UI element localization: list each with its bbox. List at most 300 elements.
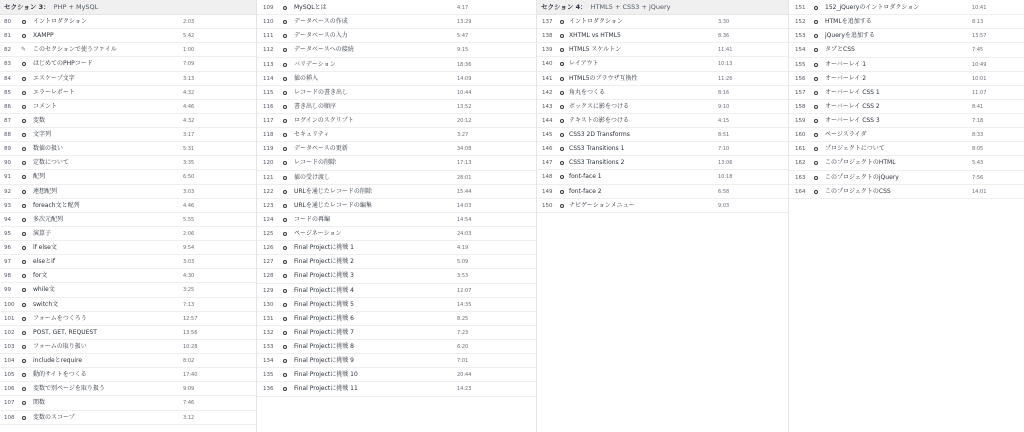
lecture-title: セキュリティ xyxy=(294,131,330,139)
lecture-duration: 18:36 xyxy=(457,61,472,68)
lecture-number: 84 xyxy=(4,75,11,82)
lecture-duration: 3:03 xyxy=(183,188,195,195)
lecture-row[interactable] xyxy=(0,185,256,199)
lecture-row[interactable] xyxy=(257,213,536,227)
lecture-duration: 3:27 xyxy=(457,132,469,139)
lecture-row[interactable] xyxy=(537,29,788,43)
lecture-title: URLを通じたレコードの編集 xyxy=(294,201,372,209)
lecture-duration: 13:06 xyxy=(718,160,733,167)
lecture-duration: 7:45 xyxy=(972,47,984,54)
lecture-row[interactable] xyxy=(789,72,1024,86)
lecture-number: 131 xyxy=(263,315,274,322)
play-circle-icon xyxy=(560,133,564,137)
lecture-title: ページネーション xyxy=(294,230,342,237)
lecture-row[interactable] xyxy=(0,142,256,156)
lecture-duration: 5:42 xyxy=(183,33,195,40)
play-circle-icon xyxy=(814,133,818,137)
lecture-title: 配列 xyxy=(33,173,46,181)
play-circle-icon xyxy=(22,345,26,349)
lecture-duration: 17:13 xyxy=(457,160,472,167)
lecture-duration: 13:57 xyxy=(972,33,987,40)
lecture-duration: 12:57 xyxy=(183,315,198,322)
curriculum-column-4 xyxy=(789,0,1024,432)
lecture-duration: 5:43 xyxy=(972,160,984,167)
lecture-number: 104 xyxy=(4,358,15,364)
lecture-number: 91 xyxy=(4,174,11,181)
play-circle-icon xyxy=(283,6,287,10)
lecture-row[interactable] xyxy=(257,58,536,72)
lecture-title: エラーレポート xyxy=(33,88,75,96)
lecture-row[interactable] xyxy=(789,58,1024,72)
lecture-row[interactable] xyxy=(0,170,256,184)
lecture-number: 97 xyxy=(4,259,11,266)
lecture-row[interactable] xyxy=(0,382,256,396)
lecture-title: オーバーレイ CSS 1 xyxy=(825,88,880,96)
lecture-row[interactable] xyxy=(0,298,256,312)
lecture-row[interactable] xyxy=(0,241,256,255)
lecture-row[interactable] xyxy=(0,29,256,43)
lecture-duration: 11:26 xyxy=(718,75,733,82)
lecture-duration: 5:31 xyxy=(183,146,195,153)
play-circle-icon xyxy=(22,387,26,391)
lecture-duration: 28:01 xyxy=(457,174,472,181)
play-circle-icon xyxy=(560,175,564,179)
play-circle-icon xyxy=(560,77,564,81)
lecture-number: 160 xyxy=(795,132,806,139)
lecture-number: 163 xyxy=(795,174,806,181)
play-circle-icon xyxy=(283,63,287,67)
lecture-number: 85 xyxy=(4,89,11,96)
lecture-row[interactable] xyxy=(257,29,536,43)
lecture-duration: 7:23 xyxy=(457,329,469,336)
lecture-number: 122 xyxy=(263,188,274,195)
lecture-row[interactable] xyxy=(789,142,1024,156)
lecture-duration: 10:18 xyxy=(718,174,733,181)
lecture-title: このプロジェクトのCSS xyxy=(825,187,891,195)
lecture-title: データベースへの接続 xyxy=(294,46,354,54)
lecture-number: 100 xyxy=(4,301,15,308)
lecture-number: 89 xyxy=(4,146,11,153)
lecture-row[interactable] xyxy=(0,396,256,410)
play-circle-icon xyxy=(22,260,26,264)
lecture-number: 151 xyxy=(795,5,806,11)
lecture-row[interactable] xyxy=(537,72,788,86)
lecture-row[interactable] xyxy=(537,199,788,213)
lecture-duration: 3:25 xyxy=(183,287,195,294)
play-circle-icon xyxy=(283,373,287,377)
lecture-duration: 14:35 xyxy=(457,301,472,308)
lecture-duration: 3:30 xyxy=(718,19,730,25)
play-circle-icon xyxy=(283,176,287,180)
lecture-number: 154 xyxy=(795,47,806,54)
lecture-title: Final Projectに挑戦 4 xyxy=(294,286,354,294)
lecture-number: 153 xyxy=(795,33,806,40)
lecture-number: 106 xyxy=(4,386,15,393)
lecture-title: 動的サイトをつくる xyxy=(33,371,87,379)
lecture-row[interactable] xyxy=(0,114,256,128)
lecture-row[interactable] xyxy=(257,86,536,100)
lecture-row[interactable] xyxy=(257,185,536,199)
play-circle-icon xyxy=(22,133,26,137)
lecture-row[interactable] xyxy=(257,1,536,15)
lecture-row[interactable] xyxy=(257,199,536,213)
play-circle-icon xyxy=(560,20,564,24)
lecture-number: 120 xyxy=(263,160,274,167)
lecture-row[interactable] xyxy=(0,199,256,213)
lecture-title: ページスライダ xyxy=(825,131,867,139)
lecture-row[interactable] xyxy=(537,43,788,57)
lecture-row[interactable] xyxy=(257,128,536,142)
lecture-row[interactable] xyxy=(537,156,788,170)
lecture-title: font-face 1 xyxy=(569,173,602,181)
section-header[interactable] xyxy=(0,0,256,15)
lecture-number: 111 xyxy=(263,33,274,40)
lecture-row[interactable] xyxy=(257,114,536,128)
play-circle-icon xyxy=(22,401,26,405)
lecture-duration: 2:03 xyxy=(183,19,195,25)
lecture-duration: 10:44 xyxy=(457,89,472,96)
lecture-row[interactable] xyxy=(537,170,788,184)
lecture-number: 137 xyxy=(542,19,553,25)
lecture-number: 116 xyxy=(263,103,274,110)
lecture-title: switch文 xyxy=(33,300,59,308)
play-circle-icon xyxy=(283,331,287,335)
lecture-title: このプロジェクトのHTML xyxy=(825,159,896,167)
lecture-row[interactable] xyxy=(0,128,256,142)
lecture-duration: 8:33 xyxy=(972,132,984,139)
lecture-title: 演算子 xyxy=(33,229,52,237)
lecture-title: includeとrequire xyxy=(33,357,83,364)
lecture-number: 128 xyxy=(263,273,274,280)
play-circle-icon xyxy=(22,62,26,66)
lecture-row[interactable] xyxy=(0,368,256,382)
lecture-row[interactable] xyxy=(257,43,536,57)
lecture-title: Final Projectに挑戦 2 xyxy=(294,258,354,266)
lecture-number: 110 xyxy=(263,19,274,26)
play-circle-icon xyxy=(283,105,287,109)
lecture-duration: 4:17 xyxy=(457,5,469,11)
play-circle-icon xyxy=(22,232,26,236)
lecture-title: font-face 2 xyxy=(569,187,602,195)
lecture-number: 127 xyxy=(263,259,274,266)
lecture-row[interactable] xyxy=(0,326,256,340)
lecture-row[interactable] xyxy=(0,227,256,241)
lecture-number: 141 xyxy=(542,75,553,82)
lecture-title: while文 xyxy=(33,286,55,294)
lecture-row[interactable] xyxy=(0,100,256,114)
lecture-duration: 13:52 xyxy=(457,103,472,110)
lecture-row[interactable] xyxy=(537,128,788,142)
lecture-duration: 4:32 xyxy=(183,89,195,96)
lecture-title: タブとCSS xyxy=(825,46,855,54)
lecture-row[interactable] xyxy=(257,15,536,29)
play-circle-icon xyxy=(283,119,287,123)
play-circle-icon xyxy=(560,190,564,194)
lecture-number: 86 xyxy=(4,103,11,110)
lecture-duration: 20:44 xyxy=(457,372,472,379)
lecture-title: プロジェクトについて xyxy=(825,145,885,153)
play-circle-icon xyxy=(283,91,287,95)
lecture-row[interactable] xyxy=(0,340,256,354)
lecture-number: 114 xyxy=(263,75,274,82)
lecture-number: 133 xyxy=(263,344,274,350)
lecture-title: データベースの入力 xyxy=(294,32,348,40)
lecture-duration: 9:03 xyxy=(718,202,730,209)
lecture-title: レコードの書き出し xyxy=(294,88,349,96)
lecture-row[interactable] xyxy=(257,368,536,382)
lecture-duration: 9:54 xyxy=(183,245,195,251)
lecture-title: レコードの削除 xyxy=(294,159,337,167)
lecture-title: Final Projectに挑戦 5 xyxy=(294,300,354,308)
lecture-title: HTML5 スケルトン xyxy=(569,46,622,54)
play-circle-icon xyxy=(814,105,818,109)
play-circle-icon xyxy=(814,147,818,151)
lecture-title: オーバーレイ 1 xyxy=(825,60,867,68)
lecture-number: 149 xyxy=(542,188,553,195)
lecture-title: はじめてのPHPコード xyxy=(33,60,93,68)
play-circle-icon xyxy=(560,91,564,95)
lecture-row[interactable] xyxy=(537,15,788,29)
lecture-row[interactable] xyxy=(0,15,256,29)
lecture-duration: 7:13 xyxy=(183,301,195,308)
lecture-row[interactable] xyxy=(789,86,1024,100)
lecture-row[interactable] xyxy=(257,354,536,368)
lecture-row[interactable] xyxy=(0,43,256,57)
lecture-title: データベースの作成 xyxy=(294,18,348,26)
lecture-row[interactable] xyxy=(257,312,536,326)
lecture-number: 119 xyxy=(263,146,274,153)
lecture-row[interactable] xyxy=(257,269,536,283)
lecture-row[interactable] xyxy=(257,326,536,340)
lecture-title: レイアウト xyxy=(569,60,599,68)
lecture-row[interactable] xyxy=(789,114,1024,128)
play-circle-icon xyxy=(283,161,287,165)
lecture-title: エスケープ文字 xyxy=(33,74,75,82)
play-circle-icon xyxy=(283,387,287,391)
lecture-duration: 3:12 xyxy=(183,414,195,421)
lecture-row[interactable] xyxy=(789,1,1024,15)
lecture-duration: 12:07 xyxy=(457,287,472,294)
lecture-number: 82 xyxy=(4,47,11,54)
lecture-row[interactable] xyxy=(0,255,256,269)
lecture-title: foreach文と配列 xyxy=(33,201,80,209)
lecture-row[interactable] xyxy=(0,269,256,283)
play-circle-icon xyxy=(283,48,287,52)
lecture-row[interactable] xyxy=(257,255,536,269)
lecture-row[interactable] xyxy=(257,227,536,241)
play-circle-icon xyxy=(22,147,26,151)
lecture-duration: 7:18 xyxy=(972,118,984,124)
play-circle-icon xyxy=(814,176,818,180)
play-circle-icon xyxy=(22,77,26,81)
lecture-title: HTMLを追加する xyxy=(825,18,872,26)
lecture-number: 124 xyxy=(263,216,274,223)
lecture-number: 132 xyxy=(263,329,274,336)
play-circle-icon xyxy=(283,204,287,208)
lecture-duration: 10:01 xyxy=(972,75,987,82)
lecture-row[interactable] xyxy=(789,29,1024,43)
lecture-row[interactable] xyxy=(789,128,1024,142)
lecture-number: 121 xyxy=(263,174,274,181)
play-circle-icon xyxy=(22,303,26,307)
play-circle-icon xyxy=(22,246,26,250)
lecture-row[interactable] xyxy=(257,340,536,354)
lecture-number: 108 xyxy=(4,414,15,421)
lecture-number: 138 xyxy=(542,33,553,40)
play-circle-icon xyxy=(814,119,818,123)
lecture-number: 145 xyxy=(542,132,553,138)
lecture-number: 98 xyxy=(4,273,11,280)
lecture-duration: 10:28 xyxy=(183,343,198,350)
lecture-duration: 15:44 xyxy=(457,188,472,195)
lecture-row[interactable] xyxy=(257,298,536,312)
lecture-duration: 14:01 xyxy=(972,188,987,195)
lecture-number: 118 xyxy=(263,132,274,139)
lecture-number: 139 xyxy=(542,47,553,54)
play-circle-icon xyxy=(814,6,818,10)
lecture-row[interactable] xyxy=(0,411,256,425)
section-header[interactable] xyxy=(537,0,788,15)
lecture-row[interactable] xyxy=(789,156,1024,170)
lecture-row[interactable] xyxy=(0,213,256,227)
lecture-title: 値の受け渡し xyxy=(294,173,331,181)
play-circle-icon xyxy=(560,105,564,109)
lecture-number: 113 xyxy=(263,61,274,68)
lecture-row[interactable] xyxy=(0,86,256,100)
lecture-row[interactable] xyxy=(537,57,788,71)
lecture-row[interactable] xyxy=(0,312,256,326)
lecture-title: 角丸をつくる xyxy=(569,88,606,96)
lecture-row[interactable] xyxy=(257,171,536,185)
lecture-number: 156 xyxy=(795,75,806,82)
lecture-row[interactable] xyxy=(789,185,1024,199)
lecture-number: 125 xyxy=(263,231,274,237)
lecture-number: 88 xyxy=(4,132,11,138)
section-label: セクション 4： xyxy=(541,3,587,11)
lecture-row[interactable] xyxy=(0,57,256,71)
lecture-duration: 3:17 xyxy=(183,132,195,138)
play-circle-icon xyxy=(283,20,287,24)
lecture-row[interactable] xyxy=(257,72,536,86)
play-circle-icon xyxy=(22,359,26,363)
play-circle-icon xyxy=(22,119,26,123)
lecture-duration: 3:13 xyxy=(183,75,195,82)
lecture-number: 129 xyxy=(263,287,274,294)
lecture-row[interactable] xyxy=(257,100,536,114)
lecture-duration: 8:05 xyxy=(972,146,984,153)
lecture-row[interactable] xyxy=(0,354,256,368)
lecture-number: 105 xyxy=(4,372,15,379)
lecture-row[interactable] xyxy=(0,283,256,297)
lecture-title: Final Projectに挑戦 9 xyxy=(294,357,354,365)
lecture-title: テキストの影をつける xyxy=(569,116,629,124)
play-circle-icon xyxy=(22,218,26,222)
lecture-row[interactable] xyxy=(537,100,788,114)
play-circle-icon xyxy=(560,34,564,38)
lecture-row[interactable] xyxy=(0,72,256,86)
play-circle-icon xyxy=(22,288,26,292)
lecture-row[interactable] xyxy=(789,100,1024,114)
lecture-duration: 7:10 xyxy=(718,146,730,153)
play-circle-icon xyxy=(283,218,287,222)
play-circle-icon xyxy=(22,331,26,335)
lecture-number: 164 xyxy=(795,188,806,195)
lecture-title: Final Projectに挑戦 10 xyxy=(294,371,358,379)
lecture-duration: 8:16 xyxy=(718,89,730,96)
lecture-row[interactable] xyxy=(257,241,536,255)
lecture-title: XAMPP xyxy=(33,32,54,40)
lecture-duration: 24:03 xyxy=(457,231,472,237)
lecture-number: 83 xyxy=(4,61,11,68)
lecture-title: ナビゲーションメニュー xyxy=(569,201,635,209)
lecture-number: 95 xyxy=(4,230,11,237)
play-circle-icon xyxy=(814,63,818,67)
play-circle-icon xyxy=(283,77,287,81)
lecture-row[interactable] xyxy=(257,142,536,156)
lecture-number: 103 xyxy=(4,343,15,350)
lecture-title: Final Projectに挑戦 11 xyxy=(294,385,358,393)
lecture-duration: 5:47 xyxy=(457,33,469,40)
lecture-row[interactable] xyxy=(537,86,788,100)
play-circle-icon xyxy=(283,34,287,38)
lecture-row[interactable] xyxy=(789,43,1024,57)
lecture-title: Final Projectに挑戦 3 xyxy=(294,272,354,280)
lecture-number: 92 xyxy=(4,188,11,195)
lecture-title: 文字列 xyxy=(33,131,52,138)
play-circle-icon xyxy=(814,34,818,38)
lecture-duration: 17:40 xyxy=(183,372,198,379)
lecture-duration: 10:49 xyxy=(972,61,987,68)
play-circle-icon xyxy=(814,190,818,194)
lecture-title: 152_jQueryのイントロダクション xyxy=(825,4,920,11)
lecture-list xyxy=(789,0,1024,199)
lecture-row[interactable] xyxy=(257,284,536,298)
lecture-title: オーバーレイ 2 xyxy=(825,74,867,82)
lecture-row[interactable] xyxy=(789,15,1024,29)
lecture-title: オーバーレイ CSS 2 xyxy=(825,102,880,110)
lecture-number: 140 xyxy=(542,61,553,68)
lecture-row[interactable] xyxy=(537,142,788,156)
lecture-title: ボックスに影をつける xyxy=(569,102,629,110)
lecture-number: 148 xyxy=(542,174,553,181)
lecture-duration: 6:20 xyxy=(457,344,469,350)
lecture-row[interactable] xyxy=(257,382,536,396)
lecture-title: 数値の扱い xyxy=(33,145,64,153)
lecture-title: フォームの取り扱い xyxy=(33,342,87,350)
section-title: HTML5 + CSS3 + jQuery xyxy=(590,3,671,11)
play-circle-icon xyxy=(283,289,287,293)
lecture-row[interactable] xyxy=(789,171,1024,185)
play-circle-icon xyxy=(283,260,287,264)
lecture-title: イントロダクション xyxy=(569,18,623,25)
lecture-title: このプロジェクトのjQuery xyxy=(825,173,899,181)
lecture-row[interactable] xyxy=(537,185,788,199)
lecture-number: 162 xyxy=(795,160,806,167)
play-circle-icon xyxy=(560,147,564,151)
lecture-title: ログインのスクリプト xyxy=(294,117,354,124)
lecture-duration: 11:41 xyxy=(718,47,733,54)
lecture-duration: 7:46 xyxy=(183,400,195,407)
lecture-row[interactable] xyxy=(257,156,536,170)
lecture-title: 書き出しの順序 xyxy=(294,102,337,110)
lecture-number: 94 xyxy=(4,216,11,223)
lecture-title: CSS3 2D Transforms xyxy=(569,131,630,138)
lecture-number: 90 xyxy=(4,160,11,167)
lecture-list xyxy=(0,15,256,425)
lecture-row[interactable] xyxy=(537,114,788,128)
lecture-duration: 8:13 xyxy=(972,19,984,26)
lecture-row[interactable] xyxy=(0,156,256,170)
